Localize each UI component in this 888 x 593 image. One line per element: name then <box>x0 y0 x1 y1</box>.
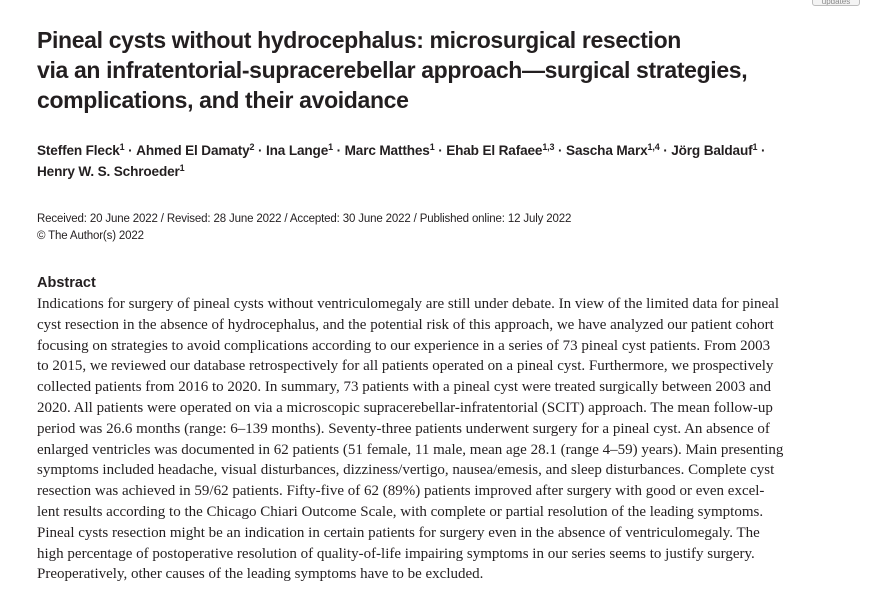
abstract-text <box>37 294 872 585</box>
abstract-line: symptoms included headache, visual disturbances, dizziness/vertigo, nausea/emesis, and sleep disturbances. Complete cyst <box>37 462 775 479</box>
affiliation-ref: 2 <box>249 142 255 152</box>
affiliation-ref: 1 <box>752 142 758 152</box>
author-list <box>37 140 867 182</box>
affiliation-ref: 1,4 <box>647 142 660 152</box>
abstract-line: focusing on strategies to avoid complications according to our experience in a series of 73 pineal cyst patients. From 2003 <box>37 337 771 354</box>
abstract-line: lent results according to the Chicago Chiari Outcome Scale, with complete or partial resolution of the leading symptoms. <box>37 503 764 520</box>
abstract-line: Preoperatively, other causes of the leading symptoms have to be excluded. <box>37 566 484 583</box>
affiliation-ref: 1,3 <box>542 142 555 152</box>
author[interactable]: Jörg Baldauf$^1$ · <box>671 142 766 158</box>
check-for-updates-badge[interactable]: updates <box>812 0 860 6</box>
author[interactable]: Sascha Marx$^{1,4}$ · <box>566 142 672 158</box>
copyright-notice: © The Author(s) 2022 <box>37 230 144 242</box>
author[interactable]: Ina Lange$^1$ · <box>266 142 345 158</box>
abstract-line: Indications for surgery of pineal cysts without ventriculomegaly are still under debate. In view of the limited data for pineal <box>37 296 780 312</box>
affiliation-ref: 1 <box>429 142 435 152</box>
abstract-line: period was 26.6 months (range: 6–139 months). Seventy-three patients underwent surgery for a pineal cyst. An absence of <box>37 420 770 437</box>
title-line: Pineal cysts without hydrocephalus: microsurgical resection <box>37 27 681 53</box>
abstract-line: Pineal cysts resection might be an indication in certain patients for surgery even in the absence of ventriculomegaly. The <box>37 524 760 541</box>
date-history: Received: 20 June 2022 / Revised: 28 June 2022 / Accepted: 30 June 2022 / Published online: 12 July 2022 <box>37 213 572 225</box>
abstract-line: resection was achieved in 59/62 patients. Fifty-five of 62 (89%) patients improved after surgery with good or even excel- <box>37 483 765 500</box>
abstract-line: 2020. All patients were operated on via a microscopic supracerebellar-infratentorial (SCIT) approach. The mean follow-up <box>37 399 773 416</box>
author[interactable]: Marc Matthes$^1$ · <box>344 142 447 158</box>
title-line: via an infratentorial-supracerebellar approach—surgical strategies, <box>37 57 748 83</box>
abstract-heading: Abstract <box>37 275 96 291</box>
author[interactable]: Henry W. S. Schroeder$^1$ <box>37 163 185 179</box>
abstract-line: to 2015, we reviewed our database retrospectively for all patients operated on a pineal cyst. Furthermore, we prospectively <box>37 358 774 375</box>
abstract-line: high percentage of postoperative resolution of quality-of-life impairing symptoms in our series seems to justify surgery. <box>37 545 755 562</box>
affiliation-ref: 1 <box>119 142 125 152</box>
author[interactable]: Ehab El Rafaee$^{1,3}$ · <box>446 142 567 158</box>
author[interactable]: Steffen Fleck$^1$ · <box>37 142 137 158</box>
abstract-line: enlarged ventricles was documented in 62 patients (51 female, 11 male, mean age 28.1 (range 4–59) years). Main presenting <box>37 441 784 458</box>
abstract-line: cyst resection in the absence of hydrocephalus, and the potential risk of this approach, we have analyzed our patient cohort <box>37 316 774 333</box>
abstract-line: collected patients from 2016 to 2020. In summary, 73 patients with a pineal cyst were treated surgically between 2003 and <box>37 379 771 396</box>
author[interactable]: Ahmed El Damaty$^2$ · <box>136 142 267 158</box>
affiliation-ref: 1 <box>179 163 185 173</box>
publication-history <box>37 211 837 245</box>
affiliation-ref: 1 <box>328 142 333 152</box>
title-line: complications, and their avoidance <box>37 87 409 113</box>
article-title <box>37 25 797 115</box>
